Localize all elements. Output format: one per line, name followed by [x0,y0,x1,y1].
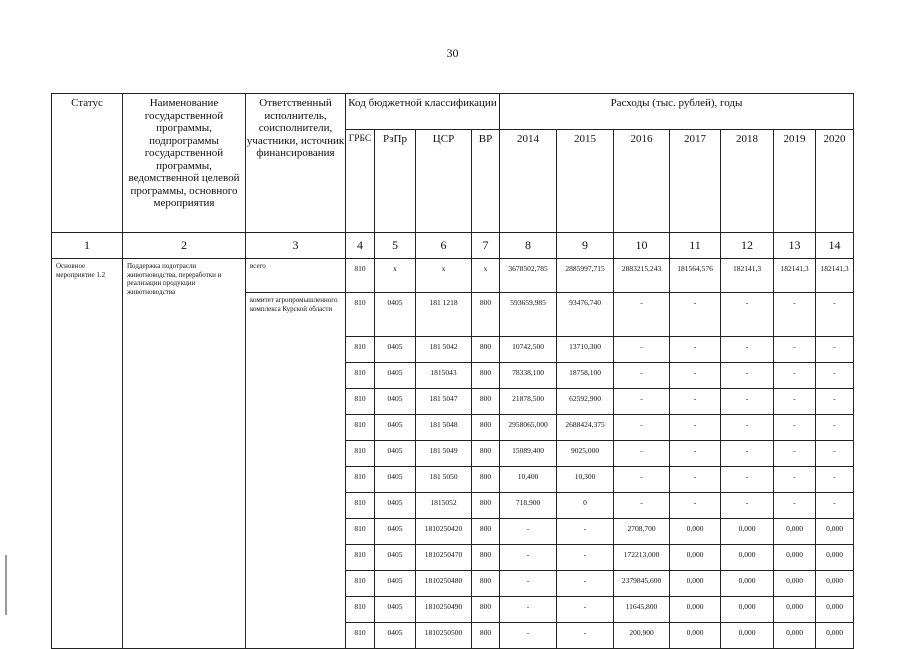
table-cell: 0,000 [816,545,854,571]
table-cell: - [500,545,557,571]
table-cell: - [816,467,854,493]
table-cell: 0,000 [774,597,816,623]
table-cell: 810 [346,259,375,293]
table-cell: 13710,300 [557,337,614,363]
table-cell: 172213,000 [614,545,670,571]
table-cell: - [614,441,670,467]
table-cell: 810 [346,519,375,545]
table-cell: - [670,441,721,467]
table-cell: 0405 [375,623,416,649]
table-cell: - [721,441,774,467]
table-cell: 181 5047 [416,389,472,415]
table-cell: 800 [472,337,500,363]
table-cell: 0405 [375,337,416,363]
table-cell: - [774,293,816,337]
column-index: 2 [123,233,246,259]
header-year: 2017 [670,130,721,233]
table-cell: 2958065,000 [500,415,557,441]
table-cell: - [670,415,721,441]
table-cell: - [721,363,774,389]
column-index: 11 [670,233,721,259]
table-cell: 0,000 [670,623,721,649]
table-cell: 800 [472,293,500,337]
table-cell: - [816,293,854,337]
table-cell: - [500,623,557,649]
table-cell: 182141,3 [774,259,816,293]
table-cell: - [721,293,774,337]
table-cell: - [774,441,816,467]
table-cell: - [500,597,557,623]
table-cell: - [670,493,721,519]
table-cell: 0,000 [816,571,854,597]
table-cell: 810 [346,597,375,623]
table-cell: 0,000 [670,571,721,597]
header-year: 2018 [721,130,774,233]
table-cell: 800 [472,623,500,649]
header-budget-code: Код бюджетной классификации [346,94,500,130]
table-cell: - [557,597,614,623]
column-index: 9 [557,233,614,259]
table-cell: 800 [472,571,500,597]
column-index: 10 [614,233,670,259]
table-cell: - [721,467,774,493]
table-cell: 0,000 [670,545,721,571]
header-responsible: Ответственный исполнитель, соисполнители, участники, источник финансирования [246,94,346,233]
table-cell: 0,000 [721,623,774,649]
table-cell: 0,000 [721,545,774,571]
table-cell: х [416,259,472,293]
table-cell: - [557,571,614,597]
table-cell: 1810250480 [416,571,472,597]
table-cell: - [670,337,721,363]
table-cell: 182141,3 [721,259,774,293]
table-cell: 18758,100 [557,363,614,389]
table-cell: - [614,293,670,337]
table-cell: 0405 [375,415,416,441]
column-index-row [52,233,854,259]
table-cell: 78338,100 [500,363,557,389]
table-cell: 810 [346,389,375,415]
header-year: 2016 [614,130,670,233]
table-cell: 2708,700 [614,519,670,545]
table-cell: 810 [346,363,375,389]
table-cell: 0,000 [670,597,721,623]
table-cell: - [721,389,774,415]
table-cell: - [614,493,670,519]
table-cell: 718,900 [500,493,557,519]
header-rzpr: РзПр [375,130,416,233]
table-cell: - [500,519,557,545]
table-cell: - [816,441,854,467]
table-cell: - [816,415,854,441]
table-cell: - [500,571,557,597]
table-cell: 1810250500 [416,623,472,649]
column-index: 7 [472,233,500,259]
table-cell: 62592,900 [557,389,614,415]
table-row [52,259,854,293]
table-cell: 0405 [375,293,416,337]
table-cell: 0,000 [774,623,816,649]
source-total-cell: всего [246,259,346,293]
table-cell: 2885997,715 [557,259,614,293]
table-cell: 810 [346,441,375,467]
table-cell: - [774,493,816,519]
table-cell: 1810250420 [416,519,472,545]
table-cell: 0405 [375,389,416,415]
table-cell: - [774,415,816,441]
table-cell: 2688424,375 [557,415,614,441]
table-cell: - [721,415,774,441]
table-cell: - [774,389,816,415]
table-cell: 800 [472,597,500,623]
table-cell: 181 5042 [416,337,472,363]
column-index: 14 [816,233,854,259]
table-cell: - [816,337,854,363]
scan-edge-mark [5,555,7,615]
table-cell: 182141,3 [816,259,854,293]
header-year: 2014 [500,130,557,233]
table-cell: 0405 [375,597,416,623]
table-cell: - [670,389,721,415]
column-index: 8 [500,233,557,259]
table-cell: 0,000 [774,545,816,571]
table-cell: - [816,493,854,519]
table-cell: - [557,519,614,545]
table-cell: 2379845,600 [614,571,670,597]
header-year: 2019 [774,130,816,233]
table-cell: 800 [472,519,500,545]
table-cell: 810 [346,623,375,649]
table-cell: х [375,259,416,293]
table-cell: 3678502,785 [500,259,557,293]
table-cell: - [721,493,774,519]
table-cell: 800 [472,493,500,519]
table-cell: 0,000 [816,597,854,623]
table-cell: 810 [346,493,375,519]
table-cell: 0405 [375,493,416,519]
table-cell: - [557,545,614,571]
table-cell: 10,300 [557,467,614,493]
table-cell: - [557,623,614,649]
header-vr: ВР [472,130,500,233]
table-cell: - [816,389,854,415]
table-cell: 0405 [375,519,416,545]
table-cell: 800 [472,441,500,467]
table-cell: 0,000 [774,571,816,597]
table-cell: 1810250490 [416,597,472,623]
table-cell: 0405 [375,571,416,597]
table-cell: 800 [472,415,500,441]
program-name-cell: Поддержка подотрасли животноводства, переработки и реализации продукции животноводства [123,259,246,649]
table-cell: 15089,400 [500,441,557,467]
header-year: 2020 [816,130,854,233]
table-cell: 11645,800 [614,597,670,623]
status-cell: Основное мероприятие 1.2 [52,259,123,649]
table-cell: 0,000 [721,597,774,623]
table-cell: х [472,259,500,293]
table-cell: 593659,985 [500,293,557,337]
table-cell: 1815052 [416,493,472,519]
table-cell: 9025,000 [557,441,614,467]
table-cell: - [670,293,721,337]
table-cell: - [614,363,670,389]
table-cell: 0405 [375,545,416,571]
table-cell: 810 [346,293,375,337]
table-cell: 810 [346,415,375,441]
column-index: 13 [774,233,816,259]
table-cell: - [670,467,721,493]
header-expenses: Расходы (тыс. рублей), годы [500,94,854,130]
table-cell: 0405 [375,363,416,389]
column-index: 12 [721,233,774,259]
table-cell: - [721,337,774,363]
column-index: 4 [346,233,375,259]
table-cell: 2883215,243 [614,259,670,293]
header-grbs: ГРБС [346,130,375,233]
table-cell: 0,000 [721,571,774,597]
table-cell: 800 [472,389,500,415]
table-cell: - [614,415,670,441]
source-committee-cell: комитет агропромышленного комплекса Курской области [246,293,346,649]
table-cell: 1815043 [416,363,472,389]
page-number: 30 [446,46,459,60]
table-cell: - [670,363,721,389]
table-cell: 810 [346,545,375,571]
table-cell: - [774,467,816,493]
table-cell: 10,400 [500,467,557,493]
column-index: 1 [52,233,123,259]
table-cell: 93476,740 [557,293,614,337]
table-cell: 810 [346,571,375,597]
table-cell: 181 1218 [416,293,472,337]
header-status: Статус [52,94,123,233]
table-cell: 810 [346,337,375,363]
table-cell: 0,000 [721,519,774,545]
table-cell: 0405 [375,467,416,493]
table-cell: 10742,500 [500,337,557,363]
table-cell: 0405 [375,441,416,467]
column-index: 3 [246,233,346,259]
table-cell: 181564,576 [670,259,721,293]
header-year: 2015 [557,130,614,233]
column-index: 6 [416,233,472,259]
header-csr: ЦСР [416,130,472,233]
table-cell: 1810250470 [416,545,472,571]
table-cell: - [614,337,670,363]
table-cell: 800 [472,545,500,571]
table-cell: - [774,337,816,363]
table-cell: 800 [472,363,500,389]
table-cell: 800 [472,467,500,493]
table-cell: 200,900 [614,623,670,649]
table-cell: - [614,389,670,415]
table-cell: 0,000 [670,519,721,545]
table-cell: - [614,467,670,493]
table-cell: 0,000 [774,519,816,545]
table-cell: - [816,363,854,389]
table-cell: 0 [557,493,614,519]
table-cell: 181 5049 [416,441,472,467]
table-cell: 810 [346,467,375,493]
table-cell: - [774,363,816,389]
table-cell: 0,000 [816,519,854,545]
table-cell: 0,000 [816,623,854,649]
table-cell: 181 5048 [416,415,472,441]
table-cell: 181 5050 [416,467,472,493]
column-index: 5 [375,233,416,259]
header-name: Наименование государственной программы, подпрограммы государственной программы, ведомственной целевой программы, основного мероприятия [123,94,246,233]
budget-table [51,93,854,649]
table-cell: 21878,500 [500,389,557,415]
